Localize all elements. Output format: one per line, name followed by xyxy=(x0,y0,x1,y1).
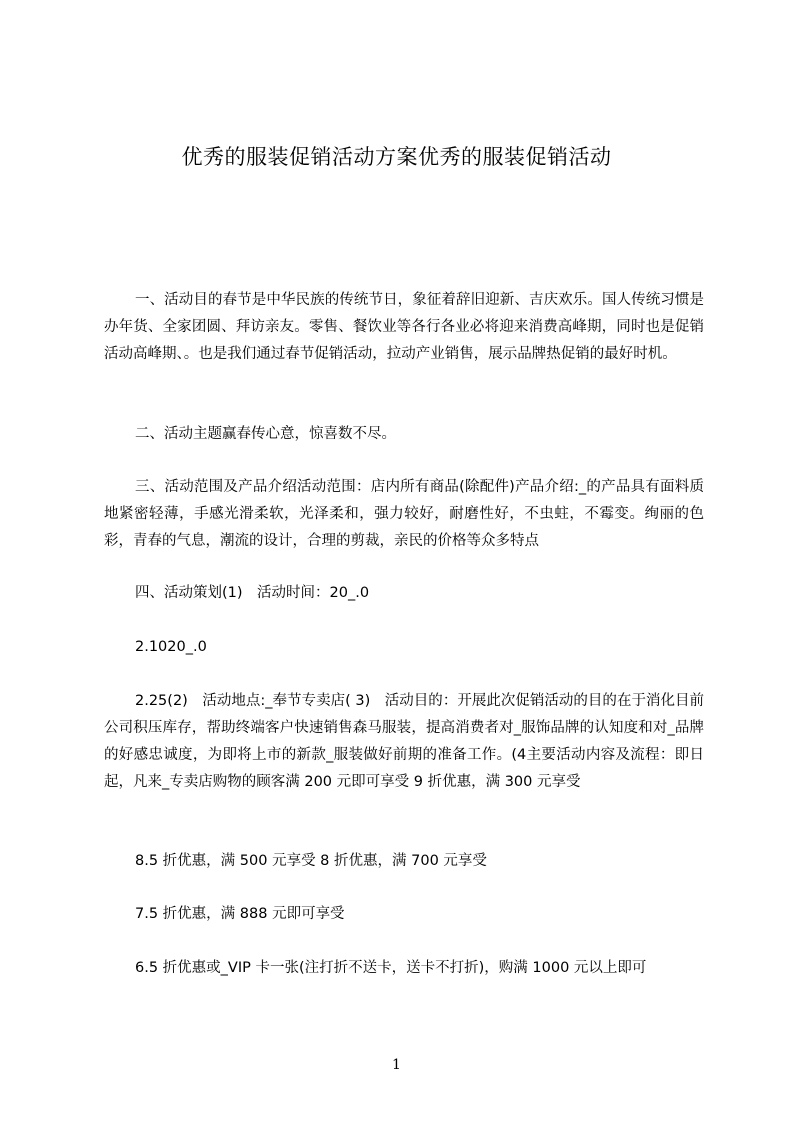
paragraph-plan: 四、活动策划(1) 活动时间：20_.0 xyxy=(135,585,370,601)
document-title: 优秀的服装促销活动方案优秀的服装促销活动 xyxy=(181,145,612,169)
paragraph-purpose: 一、活动目的春节是中华民族的传统节日，象征着辞旧迎新、吉庆欢乐。国人传统习惯是办年货、全家团圆、拜访亲友。零售、餐饮业等各行各业必将迎来消费高峰期，同时也是促销活动高峰期、。也是我们通过春节促销活动，拉动产业销售，展示品牌热促销的最好时机。 xyxy=(104,292,704,362)
paragraph-discount-85: 8.5 折优惠，满 500 元享受 8 折优惠，满 700 元享受 xyxy=(135,853,487,869)
paragraph-date: 2.1020_.0 xyxy=(135,639,207,655)
page-number: 1 xyxy=(392,1057,401,1073)
paragraph-discount-75: 7.5 折优惠，满 888 元即可享受 xyxy=(135,906,345,922)
paragraph-discount-65: 6.5 折优惠或_VIP 卡一张(注打折不送卡，送卡不打折)，购满 1000 元以上即可 xyxy=(135,960,647,976)
paragraph-location-goals: 2.25(2) 活动地点:_奉节专卖店( 3) 活动目的：开展此次促销活动的目的在于消化目前公司积压库存，帮助终端客户快速销售森马服装，提高消费者对_服饰品牌的认知度和对_品牌的好感忠诚度，为即将上市的新款_服装做好前期的准备工作。(4主要活动内容及流程：即日起，凡来_专卖店购物的顾客满 200 元即可享受 9 折优惠，满 300 元享受 xyxy=(104,693,704,790)
paragraph-theme: 二、活动主题赢春传心意，惊喜数不尽。 xyxy=(135,426,396,442)
paragraph-scope: 三、活动范围及产品介绍活动范围：店内所有商品(除配件)产品介绍:_的产品具有面料质地紧密轻薄，手感光滑柔软，光泽柔和，强力较好，耐磨性好，不虫蛀，不霉变。绚丽的色彩，青春的气息，潮流的设计，合理的剪裁，亲民的价格等众多特点 xyxy=(104,479,704,549)
